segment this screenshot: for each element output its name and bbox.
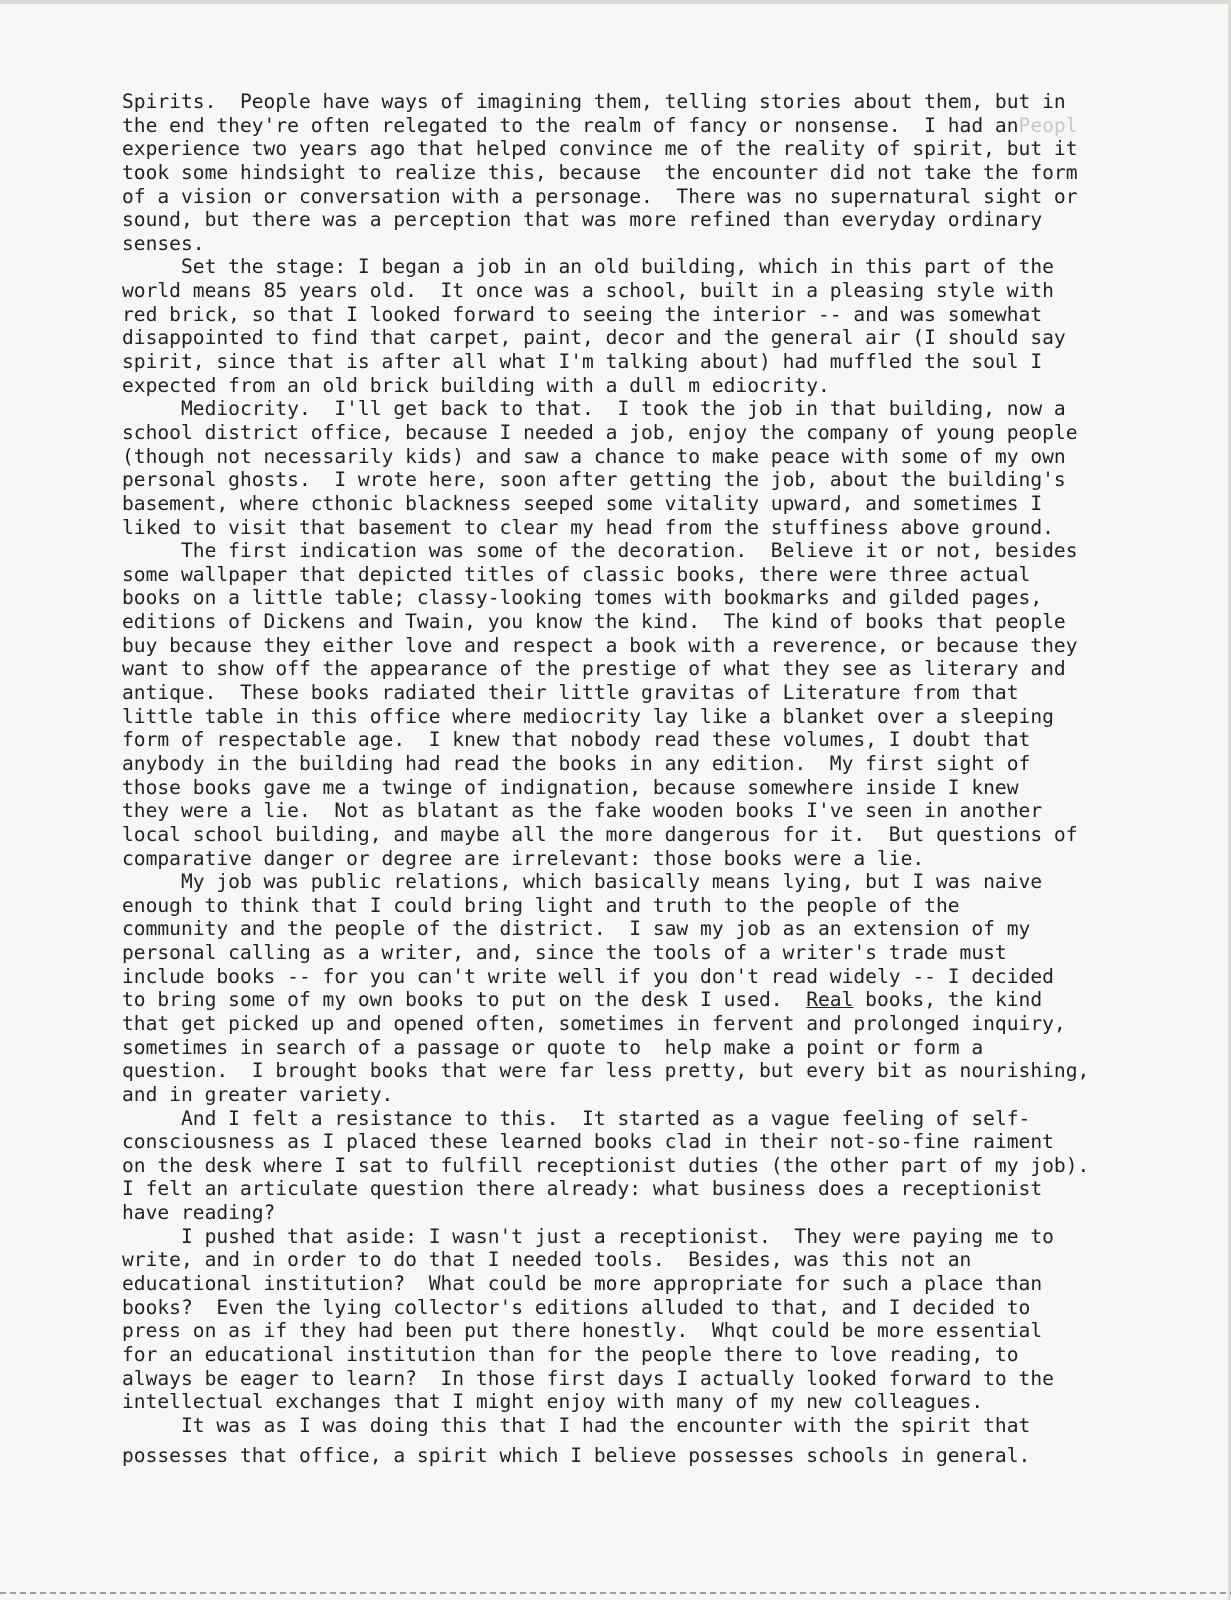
text-line: possesses that office, a spirit which I believe possesses schools in general. (122, 1443, 1031, 1467)
page-bottom-edge (0, 1592, 1231, 1594)
typewritten-text-block (122, 90, 1122, 1467)
text-line: include books -- for you can't write well if you don't read widely -- I decided (122, 964, 1054, 988)
text-line: little table in this office where mediocrity lay like a blanket over a sleeping (122, 704, 1054, 728)
text-line: enough to think that I could bring light and truth to the people of the (122, 893, 960, 917)
text-line: consciousness as I placed these learned books clad in their not-so-fine raiment (122, 1130, 1054, 1154)
text-line: Mediocrity. I'll get back to that. I took the job in that building, now a (122, 397, 1066, 421)
text-line: write, and in order to do that I needed tools. Besides, was this not an (122, 1248, 972, 1272)
text-line: basement, where cthonic blackness seeped some vitality upward, and sometimes I (122, 491, 1043, 515)
text-line: Set the stage: I began a job in an old building, which in this part of the (122, 255, 1054, 279)
text-line: have reading? (122, 1201, 276, 1225)
text-line: took some hindsight to realize this, because the encounter did not take the form (122, 160, 1078, 184)
text-line: press on as if they had been put there honestly. Whqt could be more essential (122, 1319, 1043, 1343)
text-line: they were a lie. Not as blatant as the fake wooden books I've seen in another (122, 799, 1043, 823)
text-line: world means 85 years old. It once was a school, built in a pleasing style with (122, 279, 1054, 303)
text-line: question. I brought books that were far less pretty, but every bit as nourishing, (122, 1059, 1090, 1083)
text-line: personal calling as a writer, and, since the tools of a writer's trade must (122, 941, 1007, 965)
text-line: educational institution? What could be more appropriate for such a place than (122, 1272, 1043, 1296)
text-line: anybody in the building had read the books in any edition. My first sight of (122, 751, 1031, 775)
text-line: want to show off the appearance of the prestige of what they see as literary and (122, 657, 1066, 681)
underlined-word: Real (806, 988, 854, 1012)
text-line: liked to visit that basement to clear my head from the stuffiness above ground. (122, 515, 1054, 539)
text-line: experience two years ago that helped convince me of the reality of spirit, but it (122, 137, 1078, 161)
text-line: books? Even the lying collector's editions alluded to that, and I decided to (122, 1295, 1031, 1319)
text-line: and in greater variety. (122, 1082, 394, 1106)
text-line: red brick, so that I looked forward to seeing the interior -- and was somewhat (122, 302, 1043, 326)
text-line: sound, but there was a perception that was more refined than everyday ordinary (122, 208, 1043, 232)
text-line: school district office, because I needed a job, enjoy the company of young people (122, 420, 1078, 444)
text-line: editions of Dickens and Twain, you know the kind. The kind of books that people (122, 610, 1066, 634)
text-line: buy because they either love and respect a book with a reverence, or because they (122, 633, 1078, 657)
text-line: books on a little table; classy-looking tomes with bookmarks and gilded pages, (122, 586, 1043, 610)
text-line: those books gave me a twinge of indignation, because somewhere inside I knew (122, 775, 1019, 799)
text-line: for an educational institution than for the people there to love reading, to (122, 1342, 1019, 1366)
text-line: antique. These books radiated their little gravitas of Literature from that (122, 681, 1019, 705)
text-line: intellectual exchanges that I might enjoy with many of my new colleagues. (122, 1390, 984, 1414)
bleed-through-text: Peopl (1018, 113, 1078, 137)
text-line: local school building, and maybe all the more dangerous for it. But questions of (122, 822, 1078, 846)
text-line: disappointed to find that carpet, paint, decor and the general air (I should say (122, 326, 1066, 350)
text-line: I pushed that aside: I wasn't just a receptionist. They were paying me to (122, 1224, 1054, 1248)
text-line: Spirits. People have ways of imagining them, telling stories about them, but in (122, 90, 1066, 113)
text-line: personal ghosts. I wrote here, soon after getting the job, about the building's (122, 468, 1066, 492)
text-line: the end they're often relegated to the realm of fancy or nonsense. I had anPeopl (122, 113, 1078, 137)
text-line: The first indication was some of the decoration. Believe it or not, besides (122, 539, 1078, 563)
text-line: I felt an articulate question there already: what business does a receptionist (122, 1177, 1043, 1201)
text-line: form of respectable age. I knew that nobody read these volumes, I doubt that (122, 728, 1031, 752)
text-line: community and the people of the district. I saw my job as an extension of my (122, 917, 1031, 941)
text-line: comparative danger or degree are irrelevant: those books were a lie. (122, 846, 925, 870)
text-line: of a vision or conversation with a personage. There was no supernatural sight or (122, 184, 1078, 208)
text-line: spirit, since that is after all what I'm talking about) had muffled the soul I (122, 350, 1043, 374)
text-line: My job was public relations, which basically means lying, but I was naive (122, 870, 1043, 894)
text-line: And I felt a resistance to this. It started as a vague feeling of self- (122, 1106, 1031, 1130)
text-line: on the desk where I sat to fulfill receptionist duties (the other part of my job). (122, 1153, 1090, 1177)
text-line: (though not necessarily kids) and saw a chance to make peace with some of my own (122, 444, 1066, 468)
text-line: sometimes in search of a passage or quote to help make a point or form a (122, 1035, 984, 1059)
text-line: senses. (122, 231, 205, 255)
text-line: expected from an old brick building with a dull m ediocrity. (122, 373, 830, 397)
text-line: some wallpaper that depicted titles of classic books, there were three actual (122, 562, 1031, 586)
text-line: that get picked up and opened often, sometimes in fervent and prolonged inquiry, (122, 1011, 1066, 1035)
text-line underline-line: to bring some of my own books to put on the desk I used. Real books, the kind (122, 988, 1043, 1012)
page-top-edge (0, 0, 1231, 4)
text-line: It was as I was doing this that I had the encounter with the spirit that (122, 1413, 1031, 1437)
text-line: always be eager to learn? In those first days I actually looked forward to the (122, 1366, 1054, 1390)
